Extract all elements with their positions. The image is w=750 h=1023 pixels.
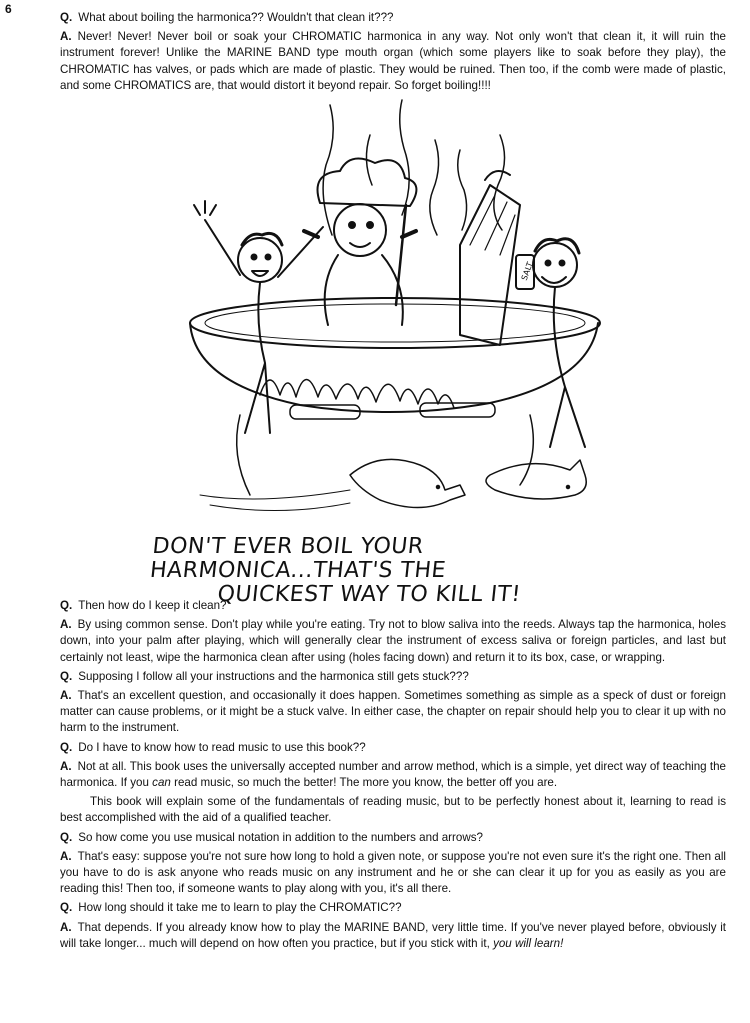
answer-how-long — [60, 920, 726, 952]
answer-emphasis: can — [152, 776, 171, 790]
question-text: Then how do I keep it clean? — [78, 599, 227, 612]
question-text: Supposing I follow all your instructions and the harmonica still gets stuck??? — [78, 669, 469, 683]
question-tag: Q. — [60, 11, 73, 24]
answer-tag: A. — [60, 759, 72, 773]
answer-tag: A. — [60, 849, 72, 863]
answer-text-before: That depends. If you already know how to play the MARINE BAND, very little time. If you've never played before, obviously it will take longer... much will depend on how often you practice, but if you stick with it, — [60, 920, 726, 950]
question-tag: Q. — [60, 901, 73, 915]
illustration-caption — [146, 535, 674, 607]
question-stuck — [60, 669, 726, 685]
paragraph-fundamentals: This book will explain some of the fundamentals of reading music, but to be perfectly honest about it, learning to read is best accomplished with the aid of a qualified teacher. — [60, 795, 726, 825]
caption-line-1: DON'T EVER BOIL YOUR HARMONICA...THAT'S THE — [148, 534, 448, 583]
answer-clean — [60, 617, 726, 666]
answer-read-music — [60, 759, 726, 791]
answer-notation — [60, 849, 726, 898]
answer-tag: A. — [60, 920, 72, 934]
question-text: So how come you use musical notation in addition to the numbers and arrows? — [78, 830, 483, 844]
question-text: What about boiling the harmonica?? Wouldn't that clean it??? — [78, 11, 394, 24]
answer-boiling — [60, 29, 726, 94]
qa-block-bottom — [60, 598, 726, 955]
question-tag: Q. — [60, 599, 73, 612]
steam-lines — [323, 100, 504, 235]
answer-stuck — [60, 688, 726, 737]
answer-text: That's an excellent question, and occasionally it does happen. Sometimes something as simple as a speck of dust or foreign matter can cause problems, or it might be a stuck valve. In either case, the chapter on repair should help you to clear it up with no harm to the instrument. — [60, 689, 726, 735]
question-tag: Q. — [60, 830, 73, 844]
question-clean — [60, 598, 726, 614]
answer-emphasis: you will learn! — [493, 936, 564, 950]
answer-text: Never! Never! Never boil or soak your CHROMATIC harmonica in any way. Not only won't that clean it, it will ruin the instrument forever! Unlike the MARINE BAND type mouth organ (which some players like to soak before they play), the CHROMATIC has valves, or pads which are made of plastic. They would be ruined. Then too, if the comb were made of plastic, and some CHROMATICS are, that would distort it beyond repair. So forget boiling!!!! — [60, 30, 726, 92]
answer-text-after: read music, so much the better! The more you know, the better off you are. — [170, 776, 558, 790]
salt-label: SALT — [519, 260, 535, 282]
question-notation — [60, 830, 726, 846]
cauldron — [190, 298, 600, 412]
answer-text: That's easy: suppose you're not sure how long to hold a given note, or suppose you're not even sure it's the right one. Then all you have to do is ask anyone who reads music on any instrument and he or she can clear it up for you as easily as you are reading this! Then too, if someone wants to play along with you, it's all there. — [60, 849, 726, 896]
answer-tag: A. — [60, 30, 72, 44]
question-how-long — [60, 900, 726, 916]
harmonica-drawing — [460, 171, 520, 345]
question-boiling — [60, 10, 726, 26]
cartoon-illustration — [170, 95, 620, 540]
answer-text: By using common sense. Don't play while you're eating. Try not to blow saliva into the reeds. Always tap the harmonica, holes down, into your palm after playing, which will generally clear the instrument of excess saliva or foreign particles, and last but certainly not least, wipe the harmonica clean after using (holes facing down) and return it to its box, case, or wrapping. — [60, 618, 726, 664]
question-text: Do I have to know how to read music to use this book?? — [78, 740, 366, 754]
question-read-music — [60, 740, 726, 756]
caption-line-2: QUICKEST WAY TO KILL IT! — [216, 582, 523, 607]
page-number: 6 — [5, 2, 12, 16]
answer-tag: A. — [60, 689, 72, 703]
question-tag: Q. — [60, 669, 73, 683]
question-text: How long should it take me to learn to play the CHROMATIC?? — [78, 901, 402, 915]
answer-text-before: Not at all. This book uses the universally accepted number and arrow method, which is a simple, yet direct way of teaching the harmonica. If you — [60, 759, 726, 790]
question-tag: Q. — [60, 740, 73, 754]
fire — [237, 380, 534, 496]
qa-block-top — [60, 10, 726, 97]
answer-tag: A. — [60, 618, 72, 632]
